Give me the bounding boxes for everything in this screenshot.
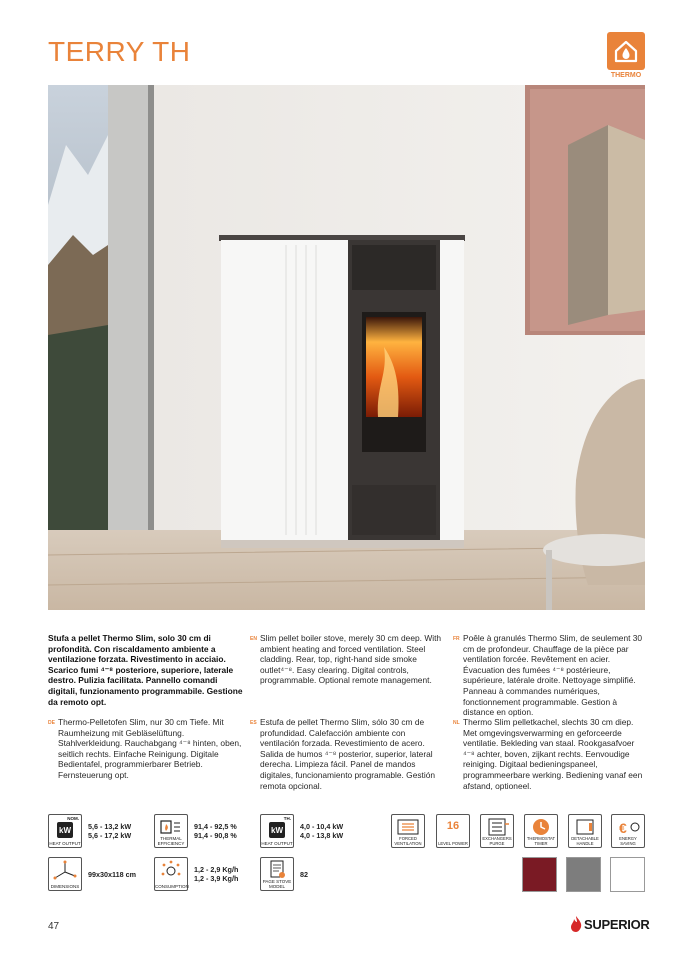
description-de: Thermo-Pelletofen Slim, nur 30 cm Tiefe. Mit Raumheizung mit Gebläselüftung. Stahlverkleidung. Rauchabgang ⁴⁻⁸ hinten, oben, seitlich rechts. Einfache Reinigung. Digitale Bedientafel, programmierbarer Betrieb. Fernsteuerung opt. [58, 717, 242, 780]
level-power-icon: 16 LEVEL POWER [436, 814, 470, 848]
spec-heat-output [48, 814, 131, 848]
description-en-block [250, 633, 446, 686]
heat-output-th-icon: TH. kW HEAT OUTPUT [261, 816, 293, 846]
description-de-block [48, 717, 244, 781]
page-number: 47 [48, 921, 60, 932]
page-title: TERRY TH [48, 36, 191, 67]
stove-model-icon: PAGE STOVE MODEL [260, 857, 294, 891]
product-photo [48, 85, 645, 610]
consumption-values: 1,2 - 2,9 Kg/h 1,2 - 3,9 Kg/h [194, 865, 239, 883]
swatch-bordeaux[interactable] [522, 857, 557, 892]
description-fr: Poêle à granulés Thermo Slim, de seulement 30 cm de profondeur. Chauffage de la pièce par ventilation forcée. Revêtement en acier. Évacuation des fumées ⁴⁻⁸ postérieure, supérieure, latérale droite. Nettoyage simplifié. Panneau à commandes numériques, fonctionnement programmable. Gestion à distance en option. [463, 633, 643, 718]
brand-logo [570, 916, 650, 932]
spec-efficiency [154, 814, 237, 848]
spec-consumption [154, 857, 238, 891]
thermo-badge-label: THERMO [610, 72, 642, 79]
lang-tag-es: ES [250, 720, 257, 726]
description-en: Slim pellet boiler stove, merely 30 cm deep. With ambient heating and forced ventilation. Steel cladding. Rear, top, right-hand side smoke outlet⁴⁻⁸. Easy clearing. Digital controls, programmable. Optional remote management. [260, 633, 442, 686]
consumption-icon: CONSUMPTION [154, 857, 188, 891]
spec-stove-model [260, 857, 308, 891]
house-drop-icon [607, 32, 645, 70]
flame-icon [570, 916, 582, 932]
heat-output-values: 5,6 - 13,2 kW 5,6 - 17,2 kW [88, 822, 132, 840]
lang-tag-en: EN [250, 636, 257, 642]
swatch-grey[interactable] [566, 857, 601, 892]
spec-heat-output-th [260, 814, 343, 848]
description-nl-block [453, 717, 645, 791]
heat-output-th-values: 4,0 - 10,4 kW 4,0 - 13,8 kW [300, 822, 344, 840]
exchangers-purge-icon: EXCHANGERS PURGE [480, 814, 514, 848]
swatch-white[interactable] [610, 857, 645, 892]
brand-name: SUPERIOR [584, 916, 650, 932]
lang-tag-nl: NL [453, 720, 460, 726]
dimensions-value: 99x30x118 cm [88, 869, 136, 879]
lang-tag-fr: FR [453, 636, 460, 642]
energy-saving-icon: € ENERGY SAVING [611, 814, 645, 848]
thermo-badge [607, 32, 645, 82]
heat-output-icon: NOM. kW HEAT OUTPUT [49, 816, 81, 846]
lang-tag-de: DE [48, 720, 55, 726]
dimensions-icon: DIMENSIONS [48, 857, 82, 891]
description-fr-block [453, 633, 645, 718]
description-it: Stufa a pellet Thermo Slim, solo 30 cm di profondità. Con riscaldamento ambiente a ventilazione forzata. Rivestimento in acciaio. Scarico fumi ⁴⁻⁸ posteriore, superiore, laterale destro. Pulizia facilitata. Pannello comandi digitali, funzionamento programmabile. Gestione da remoto opt. [48, 633, 243, 707]
svg-text:€: € [619, 820, 627, 836]
efficiency-values: 91,4 - 92,5 % 91,4 - 90,8 % [194, 822, 237, 840]
thermostat-timer-icon: THERMOSTAT TIMER [524, 814, 558, 848]
forced-ventilation-icon: FORCED VENTILATION [391, 814, 425, 848]
spec-dimensions [48, 857, 136, 891]
description-nl: Thermo Slim pelletkachel, slechts 30 cm diep. Met omgevingsverwarming en geforceerde ventilatie. Bekleding van staal. Rookgasafvoer ⁴⁻⁸ achter, boven, zijkant rechts. Eenvoudige reiniging. Digitaal bedieningspaneel, programmeerbare werking. Bediening vanaf een afstand, optioneel. [463, 717, 643, 791]
detachable-handle-icon: DETACHABLE HANDLE [568, 814, 602, 848]
description-es: Estufa de pellet Thermo Slim, sólo 30 cm de profundidad. Calefacción ambiente con ventilación forzada. Revestimiento de acero. Salida de humos ⁴⁻⁸ posterior, superior, lateral derecha. Limpieza fácil. Panel de mandos digitales, funcionamiento programable. Gestión remota opcional. [260, 717, 436, 791]
stove-model-value: 82 [300, 869, 308, 879]
description-es-block [250, 717, 446, 791]
thermal-efficiency-icon: THERMAL EFFICIENCY [154, 814, 188, 848]
